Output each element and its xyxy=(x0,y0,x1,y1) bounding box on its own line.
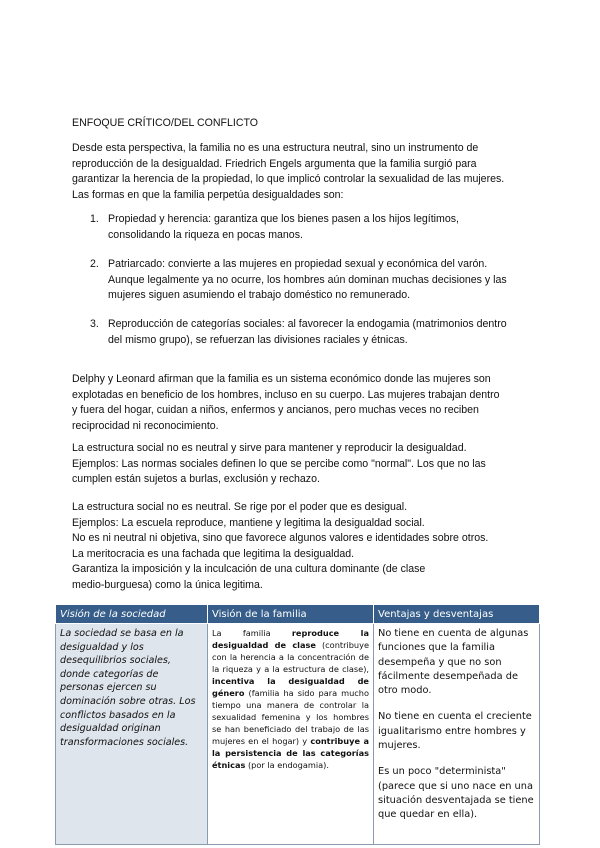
section-heading: ENFOQUE CRÍTICO/DEL CONFLICTO xyxy=(72,117,258,129)
cell-text: (familia ha sido para mucho tiempo una manera de controlar la sexualidad femenina y los hombres se han beneficiado del trabajo de las mujeres en el hogar) y xyxy=(212,688,369,746)
structure-paragraph-2 xyxy=(72,500,532,593)
text-line: Ejemplos: Las normas sociales definen lo que se percibe como "normal". Los que no las xyxy=(72,457,486,470)
text-line: Propiedad y herencia: garantiza que los bienes pasen a los hijos legítimos, xyxy=(108,213,459,225)
table-header: Ventajas y desventajas xyxy=(374,605,540,624)
text-line: Reproducción de categorías sociales: al favorecer la endogamia (matrimonios dentro xyxy=(108,318,507,330)
text-line: La estructura social no es neutral. Se rige por el poder que es desigual. xyxy=(72,501,408,513)
text-line: Patriarcado: convierte a las mujeres en propiedad sexual y económica del varón. xyxy=(108,258,488,270)
text-line: mujeres siguen asumiendo el trabajo doméstico no remunerado. xyxy=(108,289,411,301)
text-line: La estructura social no es neutral y sirve para mantener y reproducir la desigualdad. xyxy=(72,442,467,454)
cell-bold-text: contribuye a la persistencia de las categorías étnicas xyxy=(212,736,369,770)
cell-paragraph: No tiene en cuenta el creciente igualitarismo entre hombres y mujeres. xyxy=(378,711,532,752)
text-line: medio-burguesa) como la única legitima. xyxy=(72,578,263,591)
family-view-cell xyxy=(208,624,374,845)
text-line: No es ni neutral ni objetiva, sino que favorece algunos valores e identidades sobre otros. xyxy=(72,532,489,544)
delphy-paragraph xyxy=(72,372,532,434)
cell-bold-text: reproduce la desigualdad de clase xyxy=(212,628,369,650)
text-line: Desde esta perspectiva, la familia no es una estructura neutral, sino un instrumento de xyxy=(72,142,479,154)
text-line: reproducción de la desigualdad. Friedrich Engels argumenta que la familia surgió para xyxy=(72,157,477,170)
cell-paragraph: Es un poco "determinista" (parece que si uno nace en una situación desventajada se tiene que quedar en ella). xyxy=(378,766,534,821)
text-line: La meritocracia es una fachada que legitima la desigualdad. xyxy=(72,547,355,560)
text-line: Ejemplos: La escuela reproduce, mantiene y legitima la desigualdad social. xyxy=(72,516,425,529)
intro-paragraph xyxy=(72,141,532,203)
text-line: cumplen están sujetos a burlas, exclusión y rechazo. xyxy=(72,473,320,485)
text-line: Las formas en que la familia perpetúa desigualdades son: xyxy=(72,188,344,201)
table-header: Visión de la sociedad xyxy=(56,605,208,624)
text-line: Aunque legalmente ya no ocurre, los hombres aún dominan muchas decisiones y las xyxy=(108,273,507,286)
text-line: Garantiza la imposición y la inculcación de una cultura dominante (de clase xyxy=(72,563,426,575)
table-header: Visión de la familia xyxy=(208,605,374,624)
text-line: del mismo grupo), se refuerzan las divisiones raciales y étnicas. xyxy=(108,333,408,346)
text-line: y fuera del hogar, cuidan a niños, enfermos y ancianos, pero muchas veces no reciben xyxy=(72,404,479,416)
text-line: consolidando la riqueza en pocas manos. xyxy=(108,228,303,241)
text-line: reciprocidad ni reconocimiento. xyxy=(72,419,219,432)
cell-text: (contribuye con la herencia a la concentración de la riqueza y a la estructura de clase), xyxy=(212,640,369,674)
society-view-cell: La sociedad se basa en la desigualdad y los desequilibrios sociales, donde categorías de personas ejercen su dominación sobre otras. Los conflictos basados en la desigualdad originan transformaciones sociales. xyxy=(56,624,208,845)
cell-text: La familia xyxy=(212,628,292,638)
structure-paragraph xyxy=(72,441,532,488)
list-number: 2. xyxy=(90,258,99,270)
text-line: explotadas en beneficio de los hombres, incluso en su cuerpo. Las mujeres trabajan dentro xyxy=(72,388,500,401)
cell-bold-text: incentiva la desigualdad de género xyxy=(212,676,369,698)
cell-paragraph: No tiene en cuenta de algunas funciones que la familia desempeña y que no son fácilmente desempeñada de otro modo. xyxy=(378,628,529,697)
table-row xyxy=(56,624,540,845)
text-line: garantizar la herencia de la propiedad, lo que implicó controlar la sexualidad de las mujeres. xyxy=(72,173,505,185)
comparison-table xyxy=(55,604,540,845)
list-item xyxy=(90,257,530,304)
table-header-row xyxy=(56,605,540,624)
pros-cons-cell xyxy=(374,624,540,845)
list-number: 1. xyxy=(90,213,99,225)
cell-text: (por la endogamia). xyxy=(245,760,329,770)
list-item xyxy=(90,212,530,243)
list-number: 3. xyxy=(90,318,99,330)
text-line: Delphy y Leonard afirman que la familia es un sistema económico donde las mujeres son xyxy=(72,373,491,385)
list-item xyxy=(90,317,530,348)
